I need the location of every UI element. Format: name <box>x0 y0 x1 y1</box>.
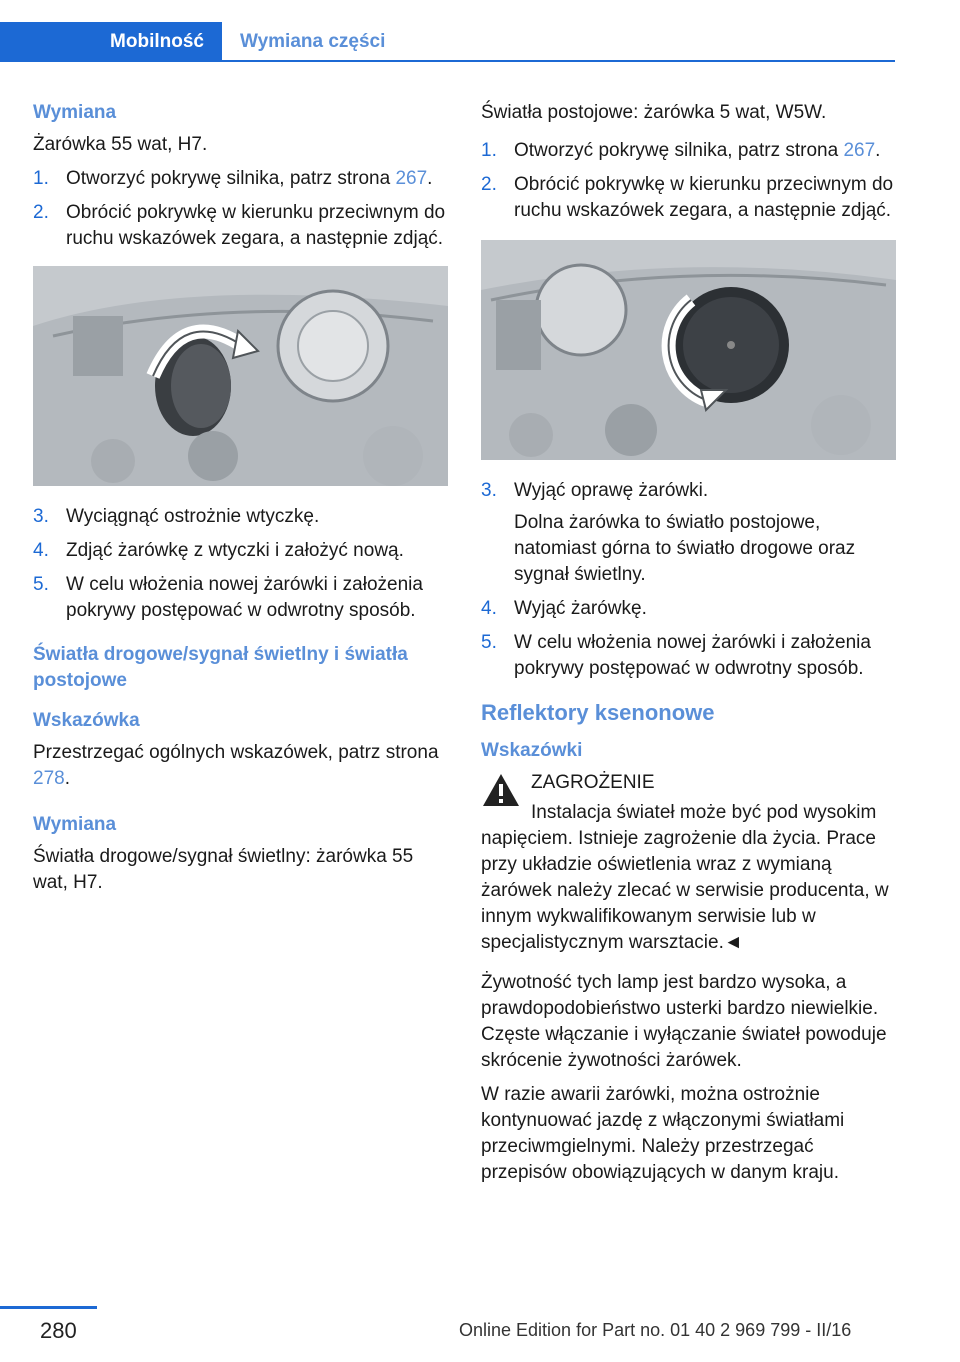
note-body: Przestrzegać ogólnych wskazówek, patrz strona <box>33 742 439 763</box>
step-text-after: . <box>427 168 433 189</box>
warning-first-line: Instalacja świateł może być pod wysokim <box>531 802 877 823</box>
warning-triangle-icon <box>481 772 521 808</box>
right-column <box>481 100 896 1194</box>
heading-wymiana-2: Wymiana <box>33 814 117 835</box>
list-item <box>481 596 896 622</box>
note-after: . <box>64 768 70 789</box>
steps-list-1 <box>33 166 448 252</box>
heading-wskazowka: Wskazówka <box>33 710 140 731</box>
page-link[interactable]: 267 <box>395 168 428 189</box>
step-text: Otworzyć pokrywę silnika, patrz strona <box>66 168 396 189</box>
step-text: Otworzyć pokrywę silnika, patrz strona <box>514 140 844 161</box>
warning-title: ZAGROŻENIE <box>531 772 655 793</box>
list-item <box>33 166 448 192</box>
headlight-figure-left <box>33 266 448 486</box>
page-link[interactable]: 267 <box>843 140 876 161</box>
bulb-info: Żarówka 55 wat, H7. <box>33 134 208 155</box>
headlight-cover-illustration <box>481 240 896 460</box>
edition-footer: Online Edition for Part no. 01 40 2 969 799 - II/16 <box>459 1320 852 1340</box>
step-text: Wyjąć żarówkę. <box>514 598 647 619</box>
heading-swiatla-drogowe: Światła drogowe/sygnał świetlny i światła postojowe <box>33 644 408 691</box>
left-column <box>33 100 448 904</box>
tab-wymiana-czesci[interactable]: Wymiana części <box>240 31 386 52</box>
paragraph-failure: W razie awarii żarówki, można ostrożnie kontynuować jazdę z włączonymi światłami przeciwmgielnymi. Należy przestrzegać przepisów obowiązujących w danym kraju. <box>481 1084 845 1183</box>
step-text-after: . <box>875 140 881 161</box>
heading-reflektory-ksenonowe: Reflektory ksenonowe <box>481 700 715 725</box>
step-text: W celu włożenia nowej żarówki i założenia pokrywy postępować w odwrotny sposób. <box>514 632 871 679</box>
bulb-info-2: Światła drogowe/sygnał świetlny: żarówka 55 wat, H7. <box>33 846 414 893</box>
steps-list-4 <box>481 478 896 682</box>
page-number: 280 <box>40 1318 77 1343</box>
list-item <box>481 478 896 588</box>
list-item <box>33 504 448 530</box>
note-text <box>33 740 448 792</box>
step-text: Obrócić pokrywkę w kierunku przeciwnym do ruchu wskazówek zegara, a następnie zdjąć. <box>66 202 446 249</box>
list-item <box>33 572 448 624</box>
steps-list-3 <box>481 138 896 224</box>
page-number-rule <box>0 1306 97 1309</box>
list-item <box>33 538 448 564</box>
heading-wymiana: Wymiana <box>33 102 117 123</box>
danger-warning <box>481 770 896 956</box>
step-number: 2. <box>481 174 497 195</box>
step-text: Wyciągnąć ostrożnie wtyczkę. <box>66 506 320 527</box>
step-number: 4. <box>481 598 497 619</box>
step-text: Obrócić pokrywkę w kierunku przeciwnym do ruchu wskazówek zegara, a następnie zdjąć. <box>514 174 894 221</box>
step-number: 3. <box>33 506 49 527</box>
list-item <box>481 630 896 682</box>
headlight-illustration <box>33 266 448 486</box>
warning-body: napięciem. Istnieje zagrożenie dla życia. Prace przy układzie oświetlenia wraz z wymianą żarówek należy zlecać w serwisie producenta, w innym wykwalifikowanym serwisie lub w specjalistycznym warsztacie.◄ <box>481 828 889 953</box>
steps-list-2 <box>33 504 448 624</box>
step-number: 1. <box>33 168 49 189</box>
step-subtext: Dolna żarówka to światło postojowe, natomiast górna to światło drogowe oraz sygnał świetlny. <box>514 512 856 585</box>
step-number: 1. <box>481 140 497 161</box>
step-text: Zdjąć żarówkę z wtyczki i założyć nową. <box>66 540 404 561</box>
parking-bulb-info: Światła postojowe: żarówka 5 wat, W5W. <box>481 102 827 123</box>
list-item <box>481 172 896 224</box>
header-tabs <box>0 22 895 62</box>
heading-wskazowki: Wskazówki <box>481 740 583 761</box>
step-text: W celu włożenia nowej żarówki i założenia pokrywy postępować w odwrotny sposób. <box>66 574 423 621</box>
list-item <box>33 200 448 252</box>
tab-mobilnosc[interactable]: Mobilność <box>0 22 222 62</box>
step-number: 4. <box>33 540 49 561</box>
paragraph-lifetime: Żywotność tych lamp jest bardzo wysoka, a prawdopodobieństwo usterki bardzo niewielkie. Częste włączanie i wyłączanie świateł powoduje skrócenie żywotności żarówek. <box>481 972 887 1071</box>
step-number: 5. <box>33 574 49 595</box>
page-link[interactable]: 278 <box>33 768 65 789</box>
step-number: 2. <box>33 202 49 223</box>
step-text: Wyjąć oprawę żarówki. <box>514 480 709 501</box>
list-item <box>481 138 896 164</box>
headlight-figure-right <box>481 240 896 460</box>
step-number: 5. <box>481 632 497 653</box>
step-number: 3. <box>481 480 497 501</box>
header-rule <box>222 60 895 62</box>
